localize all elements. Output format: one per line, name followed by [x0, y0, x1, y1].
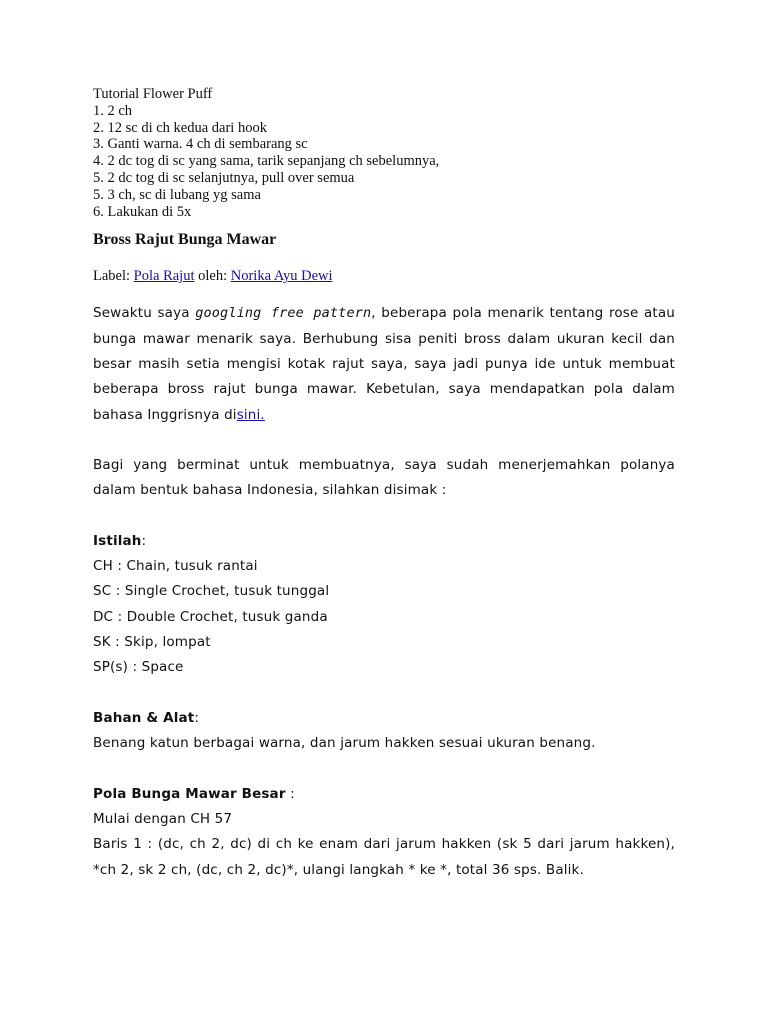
pola-line-1: Mulai dengan CH 57	[93, 811, 233, 828]
tutorial-step: 3. Ganti warna. 4 ch di sembarang sc	[93, 136, 308, 153]
istilah-item: CH : Chain, tusuk rantai	[93, 558, 258, 575]
istilah-section	[93, 529, 675, 681]
bahan-text: Benang katun berbagai warna, dan jarum hakken sesuai ukuran benang.	[93, 735, 596, 752]
bahan-heading-line	[93, 706, 675, 731]
istilah-heading: Istilah	[93, 532, 142, 549]
pola-colon: :	[285, 785, 295, 802]
istilah-item: DC : Double Crochet, tusuk ganda	[93, 608, 328, 625]
bahan-heading: Bahan & Alat	[93, 709, 195, 726]
intro-text-1: Sewaktu saya	[93, 305, 196, 322]
pola-line-2: Baris 1 : (dc, ch 2, dc) di ch ke enam dari jarum hakken (sk 5 dari jarum hakken), *ch 2, sk 2 ch, (dc, ch 2, dc)*, ulangi langkah * ke *, total 36 sps. Balik.	[93, 836, 675, 878]
tutorial-step: 1. 2 ch	[93, 102, 133, 119]
tutorial-section	[93, 86, 675, 220]
istilah-heading-line	[93, 529, 675, 554]
intro-paragraph	[93, 301, 675, 427]
pola-heading-line	[93, 782, 675, 807]
source-link[interactable]: sini.	[236, 406, 265, 423]
label-prefix: Label:	[93, 268, 134, 285]
tutorial-title: Tutorial Flower Puff	[93, 86, 213, 102]
istilah-item: SP(s) : Space	[93, 659, 184, 676]
intro-text-2: , beberapa pola menarik tentang rose atau bunga mawar menarik saya. Berhubung sisa peniti bross dalam ukuran kecil dan besar masih setia mengisi kotak rajut saya, saya jadi punya ide untuk membuat beberapa bross rajut bunga mawar. Kebetulan, saya mendapatkan pola dalam bahasa Inggrisnya di	[93, 305, 675, 423]
author-prefix: oleh:	[194, 268, 231, 285]
bahan-colon: :	[194, 709, 200, 726]
tutorial-step: 5. 2 dc tog di sc selanjutnya, pull over semua	[93, 169, 355, 186]
label-link[interactable]: Pola Rajut	[133, 268, 195, 285]
intro-paragraph-2: Bagi yang berminat untuk membuatnya, saya sudah menerjemahkan polanya dalam bentuk bahasa Indonesia, silahkan disimak :	[93, 456, 675, 499]
istilah-colon: :	[141, 532, 147, 549]
tutorial-step: 4. 2 dc tog di sc yang sama, tarik sepanjang ch sebelumnya,	[93, 153, 440, 170]
tutorial-step: 6. Lakukan di 5x	[93, 203, 192, 220]
author-link[interactable]: Norika Ayu Dewi	[230, 268, 333, 285]
istilah-item: SK : Skip, lompat	[93, 633, 211, 650]
post-meta	[93, 266, 675, 286]
post-title: Bross Rajut Bunga Mawar	[93, 231, 277, 249]
istilah-item: SC : Single Crochet, tusuk tunggal	[93, 583, 330, 600]
document-page	[93, 86, 675, 883]
pola-section	[93, 782, 675, 883]
bahan-section	[93, 706, 675, 757]
tutorial-step: 2. 12 sc di ch kedua dari hook	[93, 119, 267, 136]
pola-heading: Pola Bunga Mawar Besar	[93, 785, 286, 802]
intro-italic: googling free pattern	[195, 305, 372, 322]
tutorial-step: 5. 3 ch, sc di lubang yg sama	[93, 186, 261, 203]
